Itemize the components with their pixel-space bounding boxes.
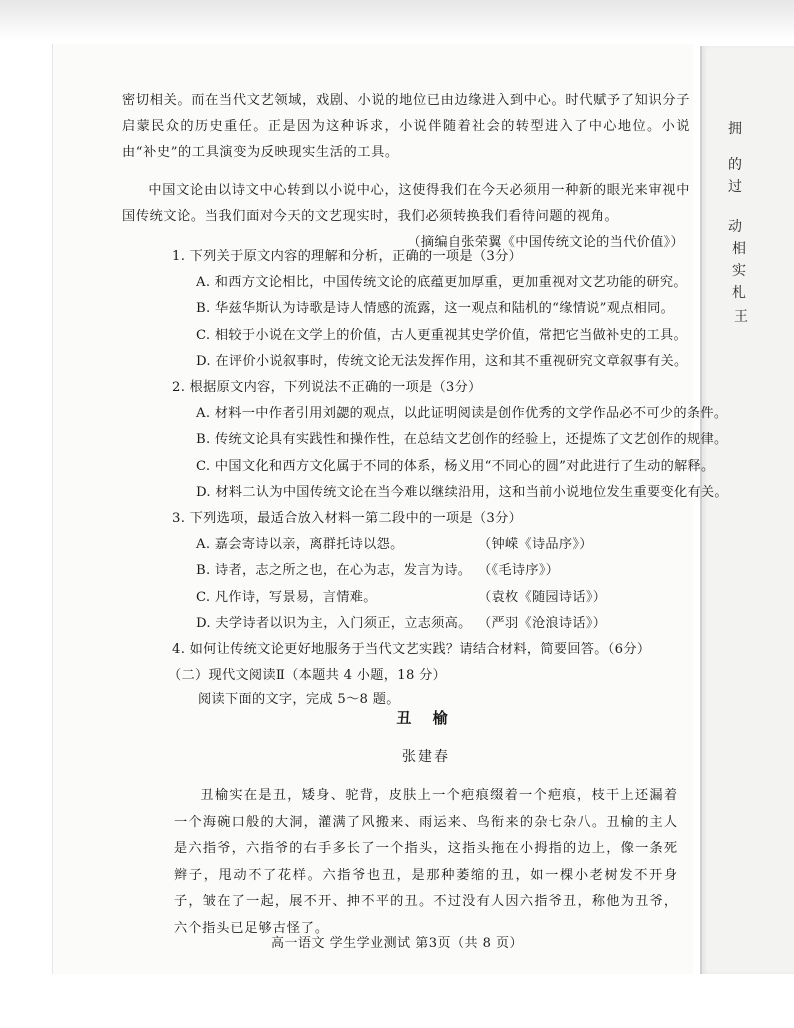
- question-2-option-c: C. 中国文化和西方文化属于不同的体系，杨义用“不同心的圆”对此进行了生动的解释。: [196, 458, 715, 474]
- adjacent-page-glyph: 实: [732, 263, 746, 279]
- adjacent-page-glyph: 过: [728, 179, 742, 195]
- question-3-option-a: [174, 532, 694, 558]
- question-2-option-a: A. 材料一中作者引用刘勰的观点，以此证明阅读是创作优秀的文学作品必不可少的条件。: [196, 406, 728, 422]
- essay-body: 丑榆实在是丑，矮身、驼背，皮肤上一个疤痕缀着一个疤痕，枝干上还漏着一个海碗口般的大洞，灌满了风搬来、雨运来、鸟衔来的杂七杂八。丑榆的主人是六指爷，六指爷的右手多长了一个指头，这指头拖在小拇指的边上，像一条死辫子，甩动不了花样。六指爷也丑，是那种萎缩的丑，如一棵小老树发不开身子，皱在了一起，展不开、抻不平的丑。不过没有人因六指爷丑，称他为丑爷，六个指头已足够古怪了。: [174, 788, 678, 936]
- question-1-option-c: C. 相较于小说在文学上的价值，古人更重视其史学价值，常把它当做补史的工具。: [196, 327, 687, 343]
- adjacent-page-glyph: 札: [732, 285, 746, 301]
- intro-paragraph-1: 密切相关。而在当代文艺领域，戏剧、小说的地位已由边缘进入到中心。时代赋予了知识分子启蒙民众的历史重任。正是因为这种诉求，小说伴随着社会的转型进入了中心地位。小说由“补史”的工具演变为反映现实生活的工具。: [122, 93, 690, 160]
- section-2-heading: （二）现代文阅读Ⅱ（本题共 4 小题，18 分）: [168, 668, 447, 684]
- option-text: A. 嘉会寄诗以亲，离群托诗以怨。: [196, 537, 404, 553]
- question-1-option-d: D. 在评价小说叙事时，传统文论无法发挥作用，这和其不重视研究文章叙事有关。: [196, 353, 688, 369]
- question-2-option-b: B. 传统文论具有实践性和操作性，在总结文艺创作的经验上，还提炼了文艺创作的规律。: [196, 432, 728, 448]
- adjacent-page-glyph: 王: [734, 309, 748, 325]
- question-1-option-a: A. 和西方文论相比，中国传统文论的底蕴更加厚重，更加重视对文艺功能的研究。: [196, 275, 687, 291]
- option-source: （《毛诗序》）: [478, 563, 560, 579]
- citation: （摘编自张荣翼《中国传统文论的当代价值》）: [407, 235, 684, 250]
- option-source: （钟嵘《诗品序》）: [478, 537, 593, 553]
- question-3-option-b: [174, 558, 694, 584]
- option-text: C. 凡作诗，写景易，言情难。: [196, 589, 377, 605]
- essay-author: 张建春: [402, 749, 450, 765]
- option-text: D. 夫学诗者以识为主，入门须正，立志须高。: [196, 615, 472, 631]
- adjacent-page-glyph: 动: [728, 219, 742, 235]
- page-footer: 高一语文 学生学业测试 第3页（共 8 页）: [270, 936, 524, 951]
- adjacent-page-glyph: 的: [728, 157, 742, 173]
- option-source: （严羽《沧浪诗话》）: [478, 615, 607, 631]
- questions-section: [168, 244, 728, 711]
- adjacent-page-glyph: 拥: [728, 121, 742, 137]
- question-1-option-b: B. 华兹华斯认为诗歌是诗人情感的流露，这一观点和陆机的“缘情说”观点相同。: [196, 301, 675, 317]
- page-content: [122, 88, 690, 256]
- option-source: （袁枚《随园诗话》）: [478, 589, 607, 605]
- question-3-stem: 3. 下列选项，最适合放入材料一第二段中的一项是（3分）: [172, 511, 523, 527]
- essay-title: 丑 榆: [396, 709, 456, 727]
- section-2-instruction: 阅读下面的文字，完成 5～8 题。: [198, 692, 400, 708]
- question-1-stem: 1. 下列关于原文内容的理解和分析，正确的一项是（3分）: [172, 249, 523, 264]
- option-text: B. 诗者，志之所之也，在心为志，发言为诗。: [196, 563, 472, 579]
- adjacent-page-edge: [700, 46, 794, 974]
- question-4-stem: 4. 如何让传统文论更好地服务于当代文艺实践？请结合材料，简要回答。（6分）: [172, 642, 651, 658]
- intro-paragraph-2: 中国文论由以诗文中心转到以小说中心，这使得我们在今天必须用一种新的眼光来审视中国传统文论。当我们面对今天的文艺现实时，我们必须转换我们看待问题的视角。: [122, 183, 690, 224]
- question-2-option-d: D. 材料二认为中国传统文论在当今难以继续沿用，这和当前小说地位发生重要变化有关。: [196, 484, 728, 500]
- adjacent-page-glyph: 相: [732, 241, 746, 257]
- question-3-option-c: [174, 585, 694, 611]
- question-3-option-d: [174, 611, 694, 637]
- essay-section: [174, 700, 678, 942]
- question-2-stem: 2. 根据原文内容，下列说法不正确的一项是（3分）: [172, 380, 482, 396]
- scan-shadow: [0, 0, 794, 40]
